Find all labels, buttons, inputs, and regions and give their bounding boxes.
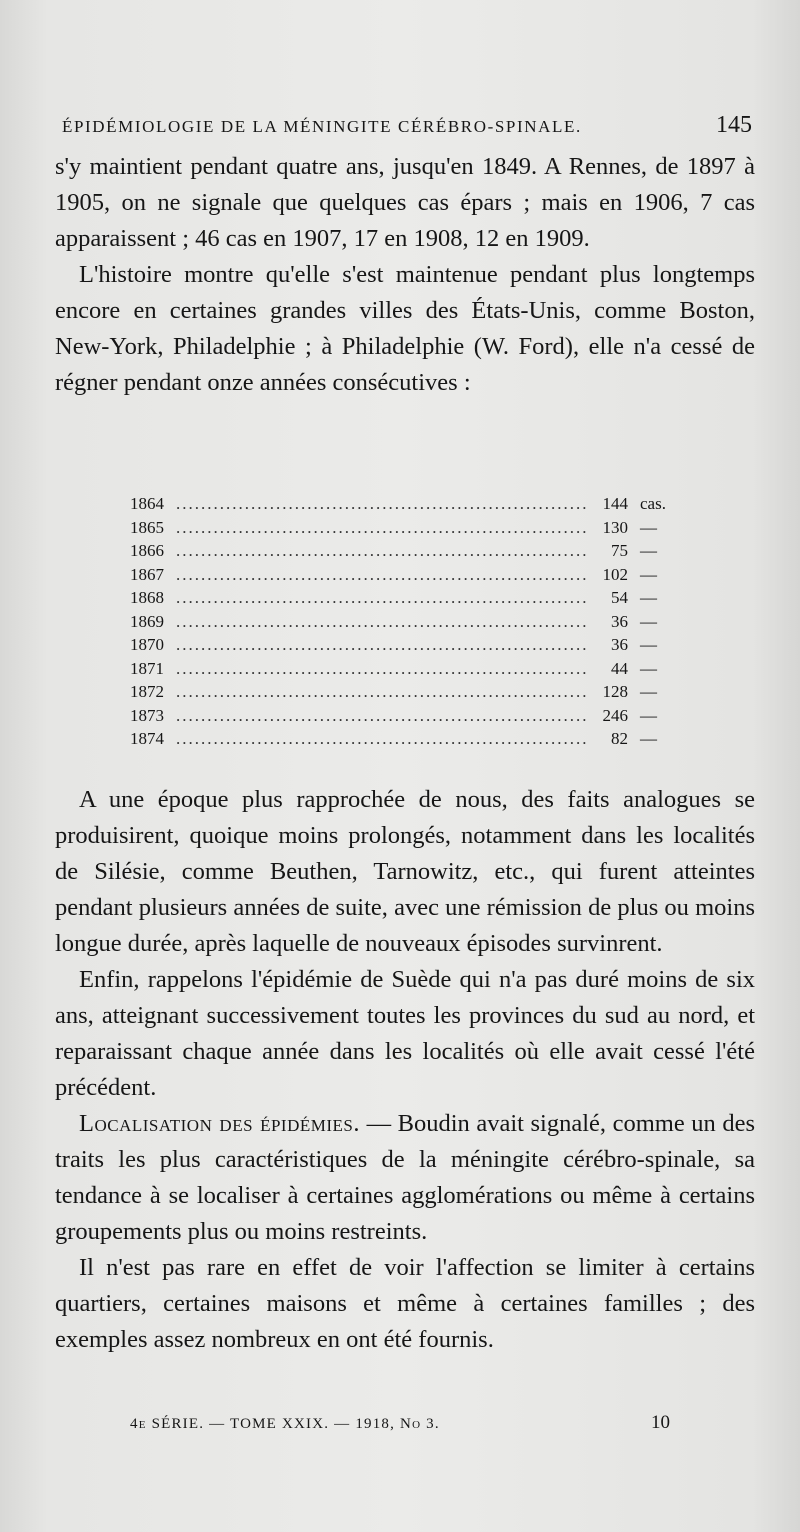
cases-table <box>130 494 690 753</box>
row-year: 1870 <box>130 635 164 654</box>
leader-dots <box>176 494 586 514</box>
leader-dots <box>176 659 586 679</box>
table-row <box>130 659 690 683</box>
row-year: 1873 <box>130 705 164 725</box>
paragraph: A une époque plus rapprochée de nous, des faits analogues se produisirent, quoique moins prolongés, notamment dans les localités de Silésie, comme Beuthen, Tarnowitz, etc., qui furent atteintes pendant plusieurs années de suite, avec une rémission de plus ou moins longue durée, après laquelle de nouveaux épisodes survinrent. <box>55 786 755 957</box>
row-value: 54 <box>611 588 628 607</box>
row-unit: — <box>640 635 657 654</box>
row-value: 75 <box>611 541 628 560</box>
running-header <box>62 112 752 146</box>
section-heading: Localisation des épidémies. <box>79 1110 360 1137</box>
paragraph: Enfin, rappelons l'épidémie de Suède qui n'a pas duré moins de six ans, atteignant successivement toutes les provinces du sud au nord, et reparaissant chaque année dans les localités où elle avait cessé l'été précédent. <box>55 966 755 1101</box>
table-row <box>130 494 690 518</box>
row-year: 1868 <box>130 588 164 607</box>
row-value: 128 <box>602 682 628 701</box>
table-row <box>130 706 690 730</box>
series-info: 4e SÉRIE. — TOME XXIX. — 1918, No 3. <box>130 1416 440 1432</box>
row-year: 1871 <box>130 658 164 678</box>
table-row <box>130 612 690 636</box>
paragraph: s'y maintient pendant quatre ans, jusqu'en 1849. A Rennes, de 1897 à 1905, on ne signale que quelques cas épars ; mais en 1906, 7 cas apparaissent ; 46 cas en 1907, 17 en 1908, 12 en 1909. <box>55 153 755 252</box>
text-block-bottom <box>55 782 755 1358</box>
row-value: 82 <box>611 729 628 748</box>
row-unit: — <box>640 517 657 537</box>
row-unit: — <box>640 658 657 678</box>
row-value: 36 <box>611 611 628 631</box>
page-footer <box>130 1412 670 1442</box>
table-row <box>130 729 690 753</box>
running-title: ÉPIDÉMIOLOGIE DE LA MÉNINGITE CÉRÉBRO-SPINALE. <box>62 117 582 136</box>
leader-dots <box>176 612 586 632</box>
leader-dots <box>176 635 586 655</box>
paragraph-text: — Boudin avait signalé, comme un des traits les plus caractéristiques de la méningite cérébro-spinale, sa tendance à se localiser à certaines agglomérations ou même à certains groupements plus ou moins restreints. <box>55 1110 755 1245</box>
leader-dots <box>176 729 586 749</box>
table-row <box>130 682 690 706</box>
row-value: 246 <box>602 705 628 725</box>
table-row <box>130 518 690 542</box>
row-value: 144 <box>602 494 628 513</box>
row-year: 1869 <box>130 611 164 631</box>
page-number: 145 <box>716 112 752 138</box>
row-year: 1867 <box>130 564 164 584</box>
row-value: 102 <box>602 564 628 584</box>
paragraph: L'histoire montre qu'elle s'est maintenue pendant plus longtemps encore en certaines grandes villes des États-Unis, comme Boston, New-York, Philadelphie ; à Philadelphie (W. Ford), elle n'a cessé de régner pendant onze années consécutives : <box>55 261 755 396</box>
row-value: 36 <box>611 635 628 654</box>
table-row <box>130 588 690 612</box>
row-year: 1874 <box>130 729 164 748</box>
leader-dots <box>176 541 586 561</box>
leader-dots <box>176 706 586 726</box>
table-row <box>130 541 690 565</box>
row-unit: — <box>640 611 657 631</box>
row-unit: — <box>640 588 657 607</box>
row-unit: cas. <box>640 494 666 513</box>
text-block-top <box>55 149 755 401</box>
leader-dots <box>176 682 586 702</box>
row-unit: — <box>640 729 657 748</box>
row-year: 1865 <box>130 517 164 537</box>
row-unit: — <box>640 564 657 584</box>
row-value: 130 <box>602 517 628 537</box>
row-unit: — <box>640 682 657 701</box>
row-year: 1866 <box>130 541 164 560</box>
leader-dots <box>176 518 586 538</box>
table-row <box>130 635 690 659</box>
paragraph <box>55 1106 755 1250</box>
leader-dots <box>176 565 586 585</box>
paragraph: Il n'est pas rare en effet de voir l'affection se limiter à certains quartiers, certaines maisons et même à certaines familles ; des exemples assez nombreux en ont été fournis. <box>55 1254 755 1353</box>
row-value: 44 <box>611 658 628 678</box>
leader-dots <box>176 588 586 608</box>
table-row <box>130 565 690 589</box>
row-year: 1872 <box>130 682 164 701</box>
signature-mark: 10 <box>651 1412 670 1433</box>
row-year: 1864 <box>130 494 164 513</box>
row-unit: — <box>640 705 657 725</box>
row-unit: — <box>640 541 657 560</box>
